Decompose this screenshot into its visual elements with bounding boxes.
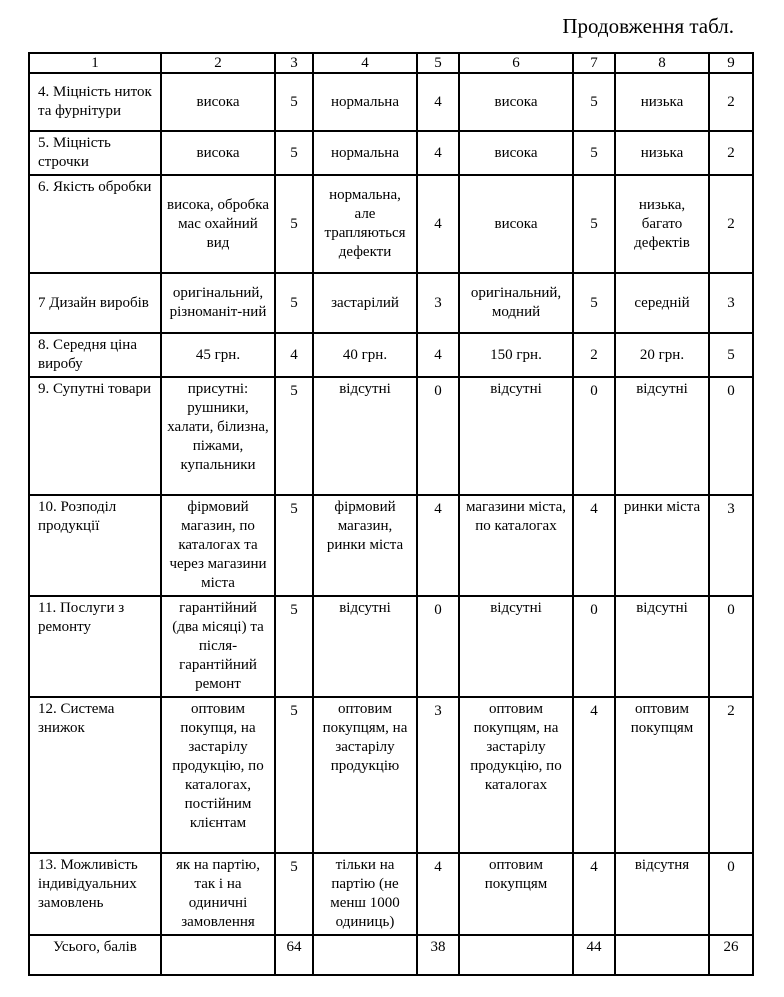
score-cell: 4 — [573, 495, 615, 596]
value-cell: низька — [615, 131, 709, 175]
criterion-cell: 6. Якість обробки — [29, 175, 161, 273]
score-cell: 5 — [573, 273, 615, 333]
empty-cell — [615, 935, 709, 975]
score-cell: 0 — [709, 596, 753, 697]
value-cell: оптовим покупця, на застарілу продукцію, по каталогах, постійним клієнтам — [161, 697, 275, 853]
value-cell: оптовим покупцям, на застарілу продукцію, по каталогах — [459, 697, 573, 853]
score-cell: 4 — [417, 495, 459, 596]
value-cell: відсутні — [615, 377, 709, 495]
table-row — [29, 73, 753, 131]
value-cell: оптовим покупцям — [615, 697, 709, 853]
score-cell: 4 — [417, 175, 459, 273]
score-cell: 4 — [573, 697, 615, 853]
criterion-cell: 5. Міцність строчки — [29, 131, 161, 175]
score-cell: 0 — [573, 596, 615, 697]
score-cell: 5 — [275, 495, 313, 596]
score-cell: 2 — [709, 697, 753, 853]
column-number: 8 — [615, 53, 709, 73]
score-cell: 5 — [275, 175, 313, 273]
value-cell: як на партію, так і на одиничні замовлення — [161, 853, 275, 935]
table-row — [29, 333, 753, 377]
value-cell: фірмовий магазин, ринки міста — [313, 495, 417, 596]
score-cell: 4 — [417, 73, 459, 131]
value-cell: відсутні — [313, 596, 417, 697]
value-cell: відсутні — [459, 596, 573, 697]
score-cell: 2 — [709, 175, 753, 273]
value-cell: висока — [459, 131, 573, 175]
value-cell: оптовим покупцям, на застарілу продукцію — [313, 697, 417, 853]
column-number: 3 — [275, 53, 313, 73]
value-cell: застарілий — [313, 273, 417, 333]
value-cell: висока — [459, 175, 573, 273]
score-cell: 5 — [709, 333, 753, 377]
value-cell: оригінальний, різноманіт-ний — [161, 273, 275, 333]
table-continuation-caption: Продовження табл. — [562, 14, 734, 38]
score-cell: 2 — [573, 333, 615, 377]
score-cell: 3 — [417, 273, 459, 333]
score-cell: 0 — [417, 596, 459, 697]
score-cell: 3 — [709, 273, 753, 333]
table-row — [29, 377, 753, 495]
column-number: 6 — [459, 53, 573, 73]
value-cell: тільки на партію (не менш 1000 одиниць) — [313, 853, 417, 935]
table-row — [29, 175, 753, 273]
criterion-cell: 8. Середня ціна виробу — [29, 333, 161, 377]
column-number: 7 — [573, 53, 615, 73]
value-cell: 45 грн. — [161, 333, 275, 377]
value-cell: ринки міста — [615, 495, 709, 596]
value-cell: 150 грн. — [459, 333, 573, 377]
header-row — [29, 53, 753, 73]
score-cell: 4 — [417, 333, 459, 377]
score-cell: 2 — [709, 73, 753, 131]
column-number: 4 — [313, 53, 417, 73]
score-cell: 5 — [573, 73, 615, 131]
total-score-cell: 26 — [709, 935, 753, 975]
value-cell: гарантійний (два місяці) та після-гарантійний ремонт — [161, 596, 275, 697]
total-score-cell: 44 — [573, 935, 615, 975]
score-cell: 5 — [573, 175, 615, 273]
value-cell: нормальна — [313, 131, 417, 175]
comparison-table — [28, 52, 754, 976]
table-row — [29, 273, 753, 333]
total-score-cell: 64 — [275, 935, 313, 975]
column-number: 1 — [29, 53, 161, 73]
value-cell: відсутні — [615, 596, 709, 697]
score-cell: 5 — [275, 697, 313, 853]
score-cell: 0 — [709, 377, 753, 495]
criterion-cell: 10. Розподіл продукції — [29, 495, 161, 596]
score-cell: 2 — [709, 131, 753, 175]
table-row — [29, 853, 753, 935]
column-number: 5 — [417, 53, 459, 73]
score-cell: 5 — [275, 377, 313, 495]
value-cell: середній — [615, 273, 709, 333]
empty-cell — [459, 935, 573, 975]
value-cell: 20 грн. — [615, 333, 709, 377]
table-row — [29, 596, 753, 697]
score-cell: 5 — [275, 273, 313, 333]
criterion-cell: 4. Міцність ниток та фурнітури — [29, 73, 161, 131]
score-cell: 3 — [417, 697, 459, 853]
total-label: Усього, балів — [29, 935, 161, 975]
score-cell: 0 — [709, 853, 753, 935]
value-cell: висока, обробка мас охайний вид — [161, 175, 275, 273]
criterion-cell: 12. Система знижок — [29, 697, 161, 853]
value-cell: висока — [161, 131, 275, 175]
value-cell: нормальна, але трапляються дефекти — [313, 175, 417, 273]
value-cell: присутні: рушники, халати, білизна, піжами, купальники — [161, 377, 275, 495]
column-number: 9 — [709, 53, 753, 73]
value-cell: висока — [459, 73, 573, 131]
table-row — [29, 131, 753, 175]
value-cell: відсутні — [459, 377, 573, 495]
score-cell: 3 — [709, 495, 753, 596]
score-cell: 4 — [275, 333, 313, 377]
empty-cell — [161, 935, 275, 975]
value-cell: 40 грн. — [313, 333, 417, 377]
score-cell: 0 — [417, 377, 459, 495]
value-cell: низька, багато дефектів — [615, 175, 709, 273]
criterion-cell: 13. Можливість індивідуальних замовлень — [29, 853, 161, 935]
table-row — [29, 697, 753, 853]
score-cell: 0 — [573, 377, 615, 495]
criterion-cell: 11. Послуги з ремонту — [29, 596, 161, 697]
table-row — [29, 495, 753, 596]
score-cell: 5 — [573, 131, 615, 175]
score-cell: 4 — [417, 853, 459, 935]
criterion-cell: 7 Дизайн виробів — [29, 273, 161, 333]
value-cell: оригінальний, модний — [459, 273, 573, 333]
score-cell: 4 — [417, 131, 459, 175]
value-cell: оптовим покупцям — [459, 853, 573, 935]
value-cell: магазини міста, по каталогах — [459, 495, 573, 596]
score-cell: 5 — [275, 853, 313, 935]
value-cell: фірмовий магазин, по каталогах та через магазини міста — [161, 495, 275, 596]
value-cell: низька — [615, 73, 709, 131]
total-row — [29, 935, 753, 975]
score-cell: 5 — [275, 73, 313, 131]
total-score-cell: 38 — [417, 935, 459, 975]
score-cell: 4 — [573, 853, 615, 935]
value-cell: відсутні — [313, 377, 417, 495]
value-cell: відсутня — [615, 853, 709, 935]
value-cell: висока — [161, 73, 275, 131]
criterion-cell: 9. Супутні товари — [29, 377, 161, 495]
score-cell: 5 — [275, 596, 313, 697]
value-cell: нормальна — [313, 73, 417, 131]
column-number: 2 — [161, 53, 275, 73]
empty-cell — [313, 935, 417, 975]
score-cell: 5 — [275, 131, 313, 175]
